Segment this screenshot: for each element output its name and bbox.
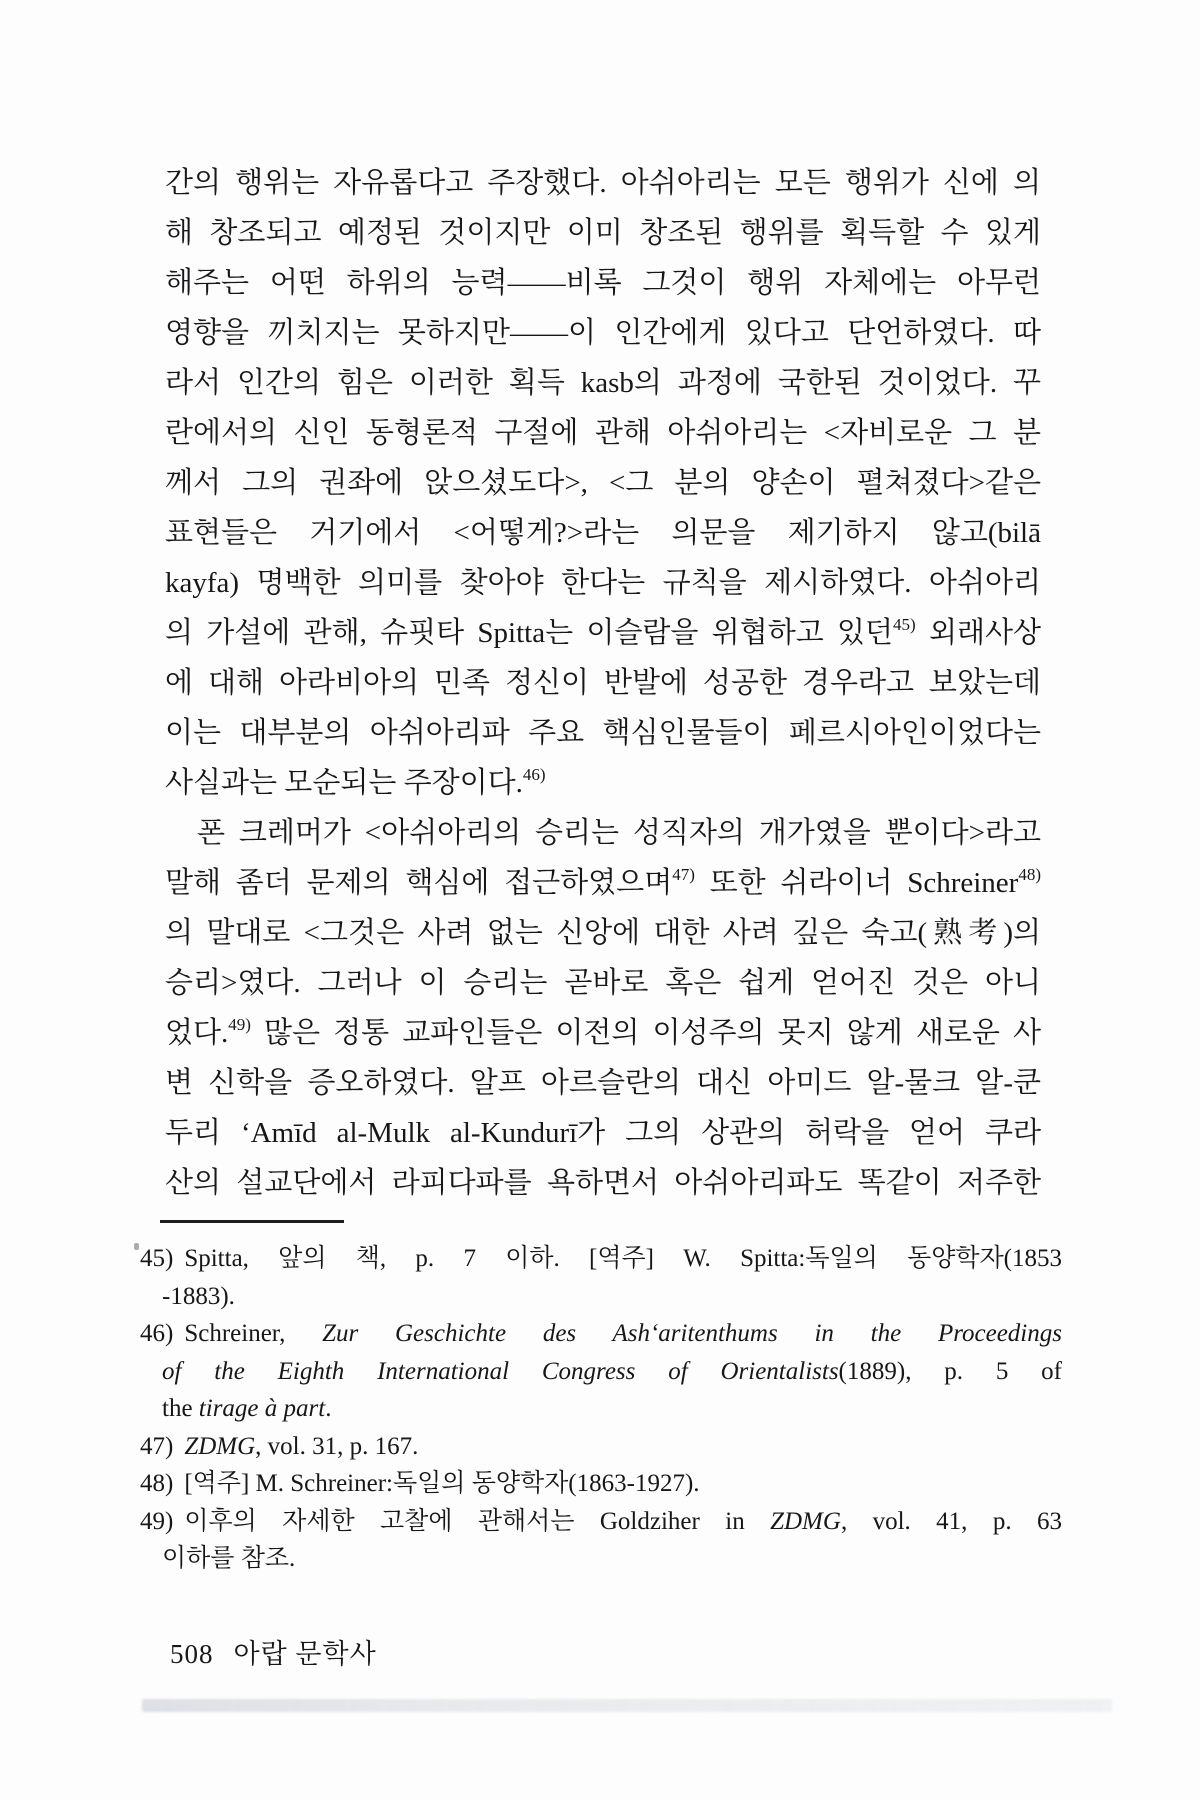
footnote-number: 49) [140,1507,174,1535]
body-line [165,358,1041,408]
text-segment: 이하를 참조. [162,1545,296,1572]
footnote-line [162,1278,1062,1316]
text-segment: 두리 ‘Amīd al-Mulk al-Kundurī가 그의 상관의 허락을 얻어 쿠라 [165,1117,1041,1149]
body-line [165,1058,1041,1108]
text-segment: 표현들은 거기에서 <어떻게?>라는 의문을 제기하지 않고(bilā [165,517,1041,549]
text-segment: 에 대해 아라비아의 민족 정신이 반발에 성공한 경우라고 보았는데 [165,667,1041,699]
text-segment: 폰 크레머가 <아쉬아리의 승리는 성직자의 개가였을 뿐이다>라고 [197,817,1041,849]
footnote-line [140,1503,1062,1541]
body-line [165,1108,1041,1158]
footnote-number: 45) [140,1245,174,1272]
page-footer [170,1632,377,1671]
text-segment: (1889), p. 5 of [838,1357,1062,1385]
scan-speck [134,1243,139,1250]
footnote-number: 48) [140,1470,174,1497]
text-segment: ZDMG [184,1432,256,1460]
text-segment: 승리>였다. 그러나 이 승리는 곧바로 혹은 쉽게 얻어진 것은 아니 [165,967,1041,999]
footnote-line [140,1240,1062,1278]
text-segment: 간의 행위는 자유롭다고 주장했다. 아쉬아리는 모든 행위가 신에 의 [165,167,1041,199]
body-line [165,758,1041,808]
text-segment: ZDMG [770,1507,841,1535]
footnote-number: 47) [140,1432,174,1460]
text-segment: 께서 그의 권좌에 앉으셨도다>, <그 분의 양손이 펼쳐졌다>같은 [165,467,1041,499]
footnote-line [162,1540,1062,1578]
footnote-rule [160,1220,344,1223]
body-line [165,858,1041,908]
footnote-line [140,1465,1062,1503]
text-segment: 영향을 끼치지는 못하지만——이 인간에게 있다고 단언하였다. 따 [165,317,1041,349]
text-segment: 라서 인간의 힘은 이러한 획득 kasb의 과정에 국한된 것이었다. 꾸 [165,367,1041,399]
body-line [165,808,1041,858]
text-segment: the [162,1395,199,1422]
footnote-number: 46) [140,1320,174,1347]
footnote-item [140,1315,1062,1428]
body-line [165,1008,1041,1058]
body-line [165,558,1041,608]
text-segment: 이는 대부분의 아쉬아리파 주요 핵심인물들이 페르시아인이었다는 [165,717,1041,749]
page-number: 508 [170,1639,214,1669]
body-line [165,658,1041,708]
text-segment: Zur Geschichte des Ash‘aritenthums in the Proceedings [322,1320,1062,1347]
text-segment: 말해 좀더 문제의 핵심에 접근하였으며 [165,867,673,899]
text-segment: , vol. 41, p. 63 [840,1507,1062,1535]
body-line [165,308,1041,358]
text-segment: of the Eighth International Congress of Orientalists [162,1357,839,1385]
body-line [165,458,1041,508]
body-line [165,1158,1041,1208]
footnote-ref: 47) [672,865,695,884]
text-segment: [역주] M. Schreiner:독일의 동양학자(1863-1927). [184,1470,700,1497]
text-segment: 해주는 어떤 하위의 능력——비록 그것이 행위 자체에는 아무런 [165,267,1041,299]
text-segment: 의 말대로 <그것은 사려 없는 신앙에 대한 사려 깊은 숙고(熟考)의 [165,917,1041,949]
text-segment: 이후의 자세한 고찰에 관해서는 Goldziher in [184,1507,771,1535]
text-segment: 해 창조되고 예정된 것이지만 이미 창조된 행위를 획득할 수 있게 [165,217,1041,249]
body-line [165,208,1041,258]
text-segment: 란에서의 신인 동형론적 구절에 관해 아쉬아리는 <자비로운 그 분 [165,417,1041,449]
text-segment: , vol. 31, p. 167. [255,1432,419,1460]
body-line [165,958,1041,1008]
footnote-ref: 45) [893,615,916,634]
text-segment: 또한 쉬라이너 Schreiner [694,867,1019,899]
footnote-ref: 49) [228,1015,251,1034]
footnote-item [140,1428,1062,1466]
text-segment: -1883). [162,1282,235,1310]
footnote-line [140,1315,1062,1353]
text-segment: 사실과는 모순되는 주장이다. [165,767,523,799]
text-segment: 변 신학을 증오하였다. 알프 아르슬란의 대신 아미드 알-물크 알-쿤 [165,1067,1041,1099]
body-line [165,258,1041,308]
footnote-ref: 48) [1018,865,1041,884]
text-segment: Schreiner, [184,1320,323,1347]
scan-streak [142,1699,1112,1712]
body-line [165,158,1041,208]
text-segment: 의 가설에 관해, 슈핏타 Spitta는 이슬람을 위협하고 있던 [165,617,894,649]
body-line [165,408,1041,458]
body-line [165,508,1041,558]
footnote-ref: 46) [522,765,546,784]
text-segment: 산의 설교단에서 라피다파를 욕하면서 아쉬아리파도 똑같이 저주한 [165,1167,1041,1199]
body-line [165,908,1041,958]
footnotes [140,1240,1062,1578]
footnote-line [140,1428,1062,1466]
body-line [165,708,1041,758]
footnote-item [140,1465,1062,1503]
text-segment: 외래사상 [915,617,1041,649]
footnote-line [162,1390,1062,1428]
body-text [165,158,1041,1208]
text-segment: 많은 정통 교파인들은 이전의 이성주의 못지 않게 새로운 사 [250,1017,1041,1049]
text-segment: tirage à part [198,1395,326,1422]
body-line [165,608,1041,658]
text-segment: kayfa) 명백한 의미를 찾아야 한다는 규칙을 제시하였다. 아쉬아리 [165,567,1041,599]
text-segment: . [325,1395,332,1422]
footnote-line [162,1353,1062,1391]
footnote-item [140,1503,1062,1578]
text-segment: 었다. [165,1017,229,1049]
footnote-item [140,1240,1062,1315]
book-title: 아랍 문학사 [233,1639,377,1669]
text-segment: Spitta, 앞의 책, p. 7 이하. [역주] W. Spitta:독일의 동양학자(1853 [184,1245,1062,1272]
